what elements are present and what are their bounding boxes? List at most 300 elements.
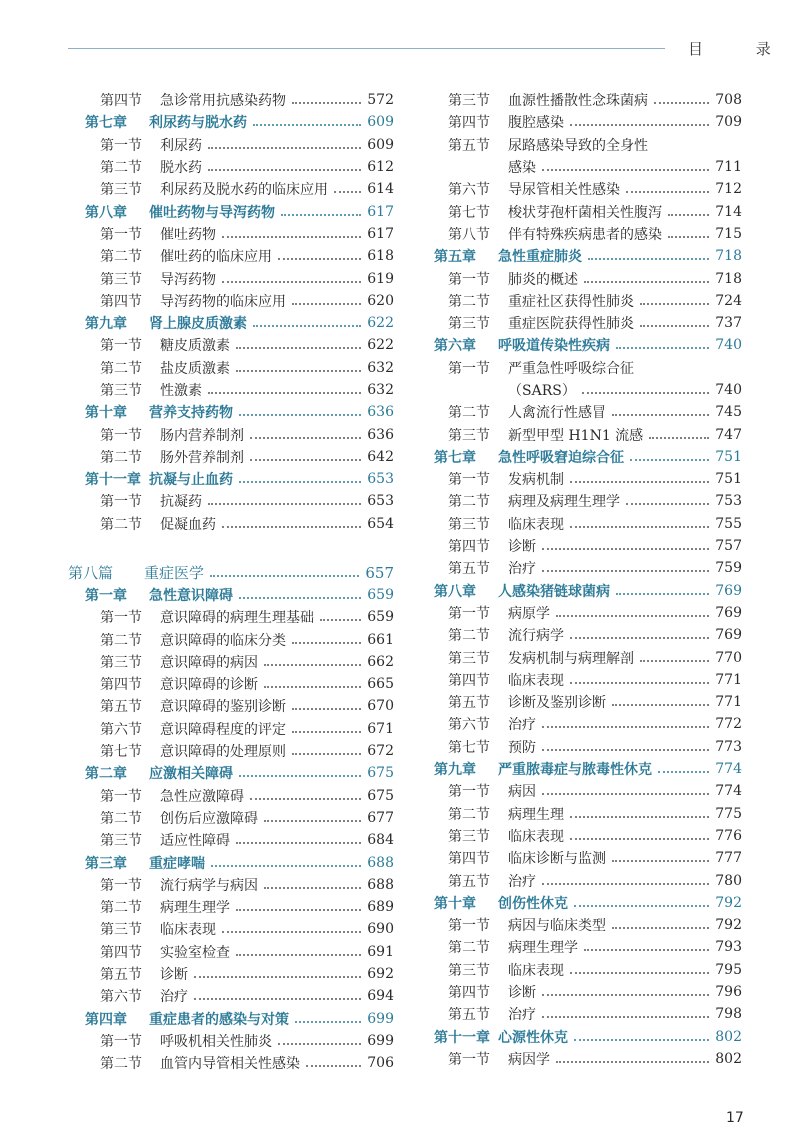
toc-entry-title: 诊断	[508, 985, 536, 1002]
toc-entry-sec[interactable]	[68, 1030, 394, 1052]
toc-entry-chap[interactable]	[432, 245, 742, 267]
toc-entry-page: 609	[367, 136, 394, 153]
toc-entry-chap[interactable]	[68, 1007, 394, 1029]
toc-entry-label: 第二节	[100, 449, 142, 466]
toc-entry-sec[interactable]	[68, 357, 394, 379]
toc-entry-label: 第三节	[448, 427, 490, 444]
dot-leader	[574, 1039, 709, 1041]
dot-leader	[570, 481, 709, 483]
toc-entry-chap[interactable]	[68, 762, 394, 784]
toc-entry-sec[interactable]	[432, 1048, 742, 1070]
toc-entry-page: 802	[715, 1050, 742, 1067]
toc-entry-title: 呼吸道传染性疾病	[498, 338, 610, 355]
toc-entry-label: 第三节	[100, 833, 142, 850]
toc-entry-page: 769	[715, 627, 742, 644]
toc-entry-sec[interactable]	[68, 1052, 394, 1074]
toc-entry-title: 意识障碍的鉴别诊断	[160, 699, 286, 716]
toc-entry-sec[interactable]	[432, 557, 742, 579]
dot-leader	[570, 972, 709, 974]
toc-entry-title: 临床诊断与监测	[508, 851, 606, 868]
toc-entry-page: 675	[367, 765, 394, 782]
toc-entry-label: 第二节	[448, 405, 490, 422]
toc-entry-label: 第一节	[100, 226, 142, 243]
toc-entry-page: 769	[715, 582, 742, 599]
toc-entry-label: 第二节	[100, 160, 142, 177]
dot-leader	[612, 414, 709, 416]
toc-entry-label: 第九章	[85, 316, 127, 333]
toc-entry-title: 意识障碍的处理原则	[160, 744, 286, 761]
toc-entry-sec[interactable]	[432, 134, 742, 156]
toc-entry-cont[interactable]	[432, 156, 742, 178]
dot-leader	[264, 820, 361, 822]
toc-entry-sec[interactable]	[68, 628, 394, 650]
toc-entry-page: 617	[367, 203, 394, 220]
toc-entry-title: 临床表现	[508, 672, 564, 689]
toc-entry-page: 609	[367, 114, 394, 131]
toc-entry-sec[interactable]	[432, 959, 742, 981]
toc-entry-label: 第七节	[100, 744, 142, 761]
dot-leader	[616, 347, 709, 349]
toc-entry-page: 672	[367, 743, 394, 760]
toc-entry-sec[interactable]	[68, 178, 394, 200]
toc-entry-sec[interactable]	[432, 490, 742, 512]
toc-entry-title: 重症哮喘	[149, 855, 205, 872]
toc-entry-page: 692	[367, 966, 394, 983]
dot-leader	[278, 258, 361, 260]
toc-entry-title: （SARS）	[508, 383, 576, 399]
toc-entry-sec[interactable]	[68, 223, 394, 245]
dot-leader	[250, 437, 361, 439]
toc-entry-sec[interactable]	[432, 713, 742, 735]
toc-entry-sec[interactable]	[432, 624, 742, 646]
dot-leader	[250, 798, 361, 800]
toc-entry-page: 662	[367, 653, 394, 670]
dot-leader	[292, 708, 361, 710]
toc-entry-page: 714	[715, 203, 742, 220]
toc-entry-page: 614	[367, 181, 394, 198]
toc-entry-label: 第二章	[85, 766, 127, 783]
toc-entry-sec[interactable]	[432, 803, 742, 825]
toc-entry-title: 病因	[508, 784, 536, 801]
toc-entry-chap[interactable]	[68, 851, 394, 873]
toc-entry-sec[interactable]	[68, 963, 394, 985]
dot-leader	[542, 169, 709, 171]
toc-entry-sec[interactable]	[432, 1003, 742, 1025]
toc-entry-title: 急诊常用抗感染药物	[160, 93, 286, 110]
dot-leader	[612, 927, 709, 929]
toc-entry-page: 622	[367, 337, 394, 354]
toc-entry-page: 665	[367, 676, 394, 693]
toc-entry-page: 740	[715, 337, 742, 354]
toc-entry-sec[interactable]	[68, 379, 394, 401]
dot-leader	[320, 619, 361, 621]
toc-entry-sec[interactable]	[68, 513, 394, 535]
dot-leader	[626, 503, 709, 505]
toc-entry-title: 伴有特殊疾病患者的感染	[508, 226, 662, 243]
toc-entry-label: 第一节	[448, 271, 490, 288]
toc-entry-label: 第四节	[448, 539, 490, 556]
toc-entry-sec[interactable]	[68, 334, 394, 356]
toc-entry-sec[interactable]	[68, 918, 394, 940]
toc-entry-title: 催吐药物与导泻药物	[149, 204, 275, 221]
page-number: 17	[726, 1110, 744, 1126]
toc-entry-title: 临床表现	[160, 922, 216, 939]
toc-entry-sec[interactable]	[68, 423, 394, 445]
toc-entry-page: 661	[367, 631, 394, 648]
dot-leader	[264, 686, 361, 688]
toc-entry-label: 第一节	[100, 1033, 142, 1050]
toc-entry-title: 创伤性休克	[498, 895, 568, 912]
toc-entry-label: 第五节	[100, 967, 142, 984]
toc-entry-label: 第三节	[100, 271, 142, 288]
toc-entry-title: 重症医院获得性肺炎	[508, 316, 634, 333]
toc-entry-page: 751	[715, 448, 742, 465]
toc-entry-label: 第一节	[100, 494, 142, 511]
toc-entry-chap[interactable]	[68, 200, 394, 222]
toc-entry-label: 第二节	[100, 249, 142, 266]
toc-entry-sec[interactable]	[432, 780, 742, 802]
toc-entry-label: 第二节	[448, 494, 490, 511]
toc-entry-title: 病原学	[508, 605, 550, 622]
dot-leader	[640, 660, 709, 662]
toc-entry-page: 774	[715, 761, 742, 778]
toc-entry-sec[interactable]	[68, 785, 394, 807]
dot-leader	[194, 998, 361, 1000]
toc-entry-sec[interactable]	[68, 807, 394, 829]
dot-leader	[208, 169, 361, 171]
toc-entry-sec[interactable]	[432, 267, 742, 289]
toc-entry-title: 抗凝与止血药	[149, 472, 233, 489]
toc-entry-page: 699	[367, 1032, 394, 1049]
toc-entry-title: 肺炎的概述	[508, 271, 578, 288]
toc-entry-sec[interactable]	[68, 874, 394, 896]
toc-entry-page: 755	[715, 515, 742, 532]
toc-entry-page: 773	[715, 738, 742, 755]
toc-entry-title: 诊断	[508, 539, 536, 556]
dot-leader	[654, 102, 709, 104]
toc-entry-label: 第九章	[434, 762, 476, 779]
toc-entry-title: 病理及病理生理学	[508, 494, 620, 511]
toc-entry-page: 659	[367, 586, 394, 603]
toc-entry-page: 718	[715, 270, 742, 287]
dot-leader	[211, 865, 361, 867]
toc-entry-sec[interactable]	[432, 89, 742, 111]
toc-entry-title: 导泻药物	[160, 271, 216, 288]
toc-entry-title: 性激素	[160, 383, 202, 399]
toc-entry-page: 619	[367, 270, 394, 287]
toc-entry-label: 第二节	[100, 810, 142, 827]
toc-entry-title: 导尿管相关性感染	[508, 182, 620, 199]
toc-entry-label: 第二节	[448, 628, 490, 645]
dot-leader	[222, 281, 361, 283]
toc-entry-chap[interactable]	[432, 580, 742, 602]
dot-leader	[239, 597, 361, 599]
toc-entry-label: 第三节	[100, 654, 142, 671]
toc-entry-page: 793	[715, 939, 742, 956]
toc-entry-title: 梭状芽孢杆菌相关性腹泻	[508, 204, 662, 221]
toc-entry-sec[interactable]	[432, 847, 742, 869]
toc-entry-title: 导泻药物的临床应用	[160, 293, 286, 310]
toc-entry-title: 预防	[508, 739, 536, 756]
toc-entry-page: 774	[715, 783, 742, 800]
toc-entry-sec[interactable]	[432, 290, 742, 312]
toc-entry-label: 第四节	[448, 672, 490, 689]
dot-leader	[281, 214, 361, 216]
dot-leader	[292, 753, 361, 755]
toc-entry-chap[interactable]	[68, 584, 394, 606]
toc-entry-chap[interactable]	[432, 334, 742, 356]
toc-entry-sec[interactable]	[68, 896, 394, 918]
toc-entry-title: 临床表现	[508, 516, 564, 533]
toc-entry-label: 第四节	[448, 985, 490, 1002]
toc-entry-sec[interactable]	[432, 468, 742, 490]
toc-entry-title: 血管内导管相关性感染	[160, 1056, 300, 1073]
dot-leader	[264, 887, 361, 889]
toc-entry-sec[interactable]	[432, 200, 742, 222]
toc-entry-label: 第三节	[448, 316, 490, 333]
toc-entry-sec[interactable]	[432, 669, 742, 691]
toc-entry-sec[interactable]	[68, 490, 394, 512]
toc-entry-label: 第一节	[448, 360, 490, 377]
dot-leader	[295, 1021, 361, 1023]
dot-leader	[292, 102, 361, 104]
toc-entry-sec[interactable]	[68, 695, 394, 717]
toc-entry-page: 759	[715, 560, 742, 577]
toc-entry-page: 757	[715, 538, 742, 555]
toc-entry-sec[interactable]	[432, 736, 742, 758]
toc-column-right	[432, 89, 742, 1070]
toc-entry-title: 意识障碍程度的评定	[160, 721, 286, 738]
toc-entry-sec[interactable]	[432, 535, 742, 557]
toc-entry-label: 第八篇	[68, 564, 114, 583]
toc-entry-title: 临床表现	[508, 962, 564, 979]
toc-entry-title: 病理生理	[508, 806, 564, 823]
dot-leader	[570, 682, 709, 684]
toc-entry-chap[interactable]	[68, 111, 394, 133]
toc-entry-sec[interactable]	[432, 691, 742, 713]
dot-leader	[584, 949, 709, 951]
toc-entry-label: 第六节	[100, 989, 142, 1006]
toc-entry-label: 第二节	[100, 632, 142, 649]
toc-entry-page: 747	[715, 426, 742, 443]
toc-entry-title: 意识障碍的诊断	[160, 677, 258, 694]
toc-entry-sec[interactable]	[68, 446, 394, 468]
toc-entry-sec[interactable]	[68, 267, 394, 289]
toc-entry-chap[interactable]	[432, 1025, 742, 1047]
toc-entry-label: 第五节	[448, 561, 490, 578]
dot-leader	[626, 191, 709, 193]
toc-entry-label: 第八节	[448, 226, 490, 243]
toc-entry-sec[interactable]	[432, 111, 742, 133]
toc-entry-sec[interactable]	[432, 513, 742, 535]
toc-entry-title: 适应性障碍	[160, 833, 230, 850]
toc-entry-title: 严重脓毒症与脓毒性休克	[498, 762, 652, 779]
toc-entry-title: 重症患者的感染与对策	[149, 1011, 289, 1028]
toc-entry-page: 620	[367, 292, 394, 309]
toc-entry-page: 740	[715, 382, 742, 398]
toc-entry-label: 第一节	[100, 137, 142, 154]
toc-entry-label: 第十一章	[85, 472, 141, 489]
toc-entry-sec[interactable]	[68, 134, 394, 156]
toc-entry-label: 第一节	[100, 427, 142, 444]
toc-entry-sec[interactable]	[432, 981, 742, 1003]
dot-leader	[210, 575, 359, 577]
toc-column-left	[68, 89, 394, 1074]
toc-entry-label: 第七节	[448, 204, 490, 221]
toc-entry-sec[interactable]	[68, 740, 394, 762]
dot-leader	[253, 124, 361, 126]
toc-entry-sec[interactable]	[68, 245, 394, 267]
toc-entry-chap[interactable]	[68, 468, 394, 490]
toc-entry-page: 675	[367, 787, 394, 804]
toc-entry-page: 776	[715, 827, 742, 844]
dot-leader	[640, 303, 709, 305]
toc-entry-title: 人感染猪链球菌病	[498, 583, 610, 600]
toc-entry-sec[interactable]	[432, 825, 742, 847]
toc-entry-title: 促凝血药	[160, 516, 216, 533]
dot-leader	[570, 838, 709, 840]
dot-leader	[239, 414, 361, 416]
toc-entry-title: 病理生理学	[160, 900, 230, 917]
dot-leader	[649, 437, 709, 439]
toc-entry-sec[interactable]	[68, 89, 394, 111]
toc-entry-title: 盐皮质激素	[160, 360, 230, 377]
toc-entry-sec[interactable]	[432, 401, 742, 423]
toc-entry-page: 769	[715, 604, 742, 621]
dot-leader	[668, 214, 709, 216]
toc-entry-cont[interactable]	[432, 379, 742, 401]
toc-entry-page: 772	[715, 716, 742, 733]
toc-entry-chap[interactable]	[432, 446, 742, 468]
toc-entry-sec[interactable]	[68, 673, 394, 695]
dot-leader	[668, 236, 709, 238]
toc-entry-title: 发病机制与病理解剖	[508, 650, 634, 667]
toc-entry-title: 脱水药	[160, 160, 202, 177]
toc-entry-sec[interactable]	[432, 936, 742, 958]
toc-entry-chap[interactable]	[68, 312, 394, 334]
toc-entry-page: 751	[715, 471, 742, 488]
dot-leader	[208, 503, 361, 505]
toc-entry-sec[interactable]	[432, 602, 742, 624]
toc-entry-sec[interactable]	[432, 223, 742, 245]
toc-entry-label: 第五节	[100, 699, 142, 716]
toc-entry-page: 657	[365, 563, 394, 582]
toc-entry-title: 新型甲型 H1N1 流感	[508, 427, 644, 444]
toc-entry-label: 第五节	[448, 873, 490, 890]
toc-entry-label: 第五节	[448, 695, 490, 712]
toc-entry-label: 第四节	[100, 93, 142, 110]
toc-entry-sec[interactable]	[432, 357, 742, 379]
toc-entry-page: 771	[715, 671, 742, 688]
toc-entry-page: 642	[367, 448, 394, 465]
toc-entry-label: 第六节	[448, 182, 490, 199]
toc-entry-page: 694	[367, 988, 394, 1005]
toc-entry-sec[interactable]	[432, 423, 742, 445]
toc-entry-part[interactable]	[68, 562, 394, 584]
dot-leader	[236, 909, 361, 911]
dot-leader	[630, 459, 709, 461]
dot-leader	[612, 704, 709, 706]
toc-entry-sec[interactable]	[432, 869, 742, 891]
toc-entry-page: 636	[367, 404, 394, 421]
toc-entry-page: 632	[367, 359, 394, 376]
dot-leader	[292, 303, 361, 305]
toc-entry-label: 第五章	[434, 249, 476, 266]
toc-entry-label: 第十一章	[434, 1029, 490, 1046]
toc-entry-chap[interactable]	[432, 758, 742, 780]
toc-entry-sec[interactable]	[68, 718, 394, 740]
toc-entry-title: 实验室检查	[160, 944, 230, 961]
toc-entry-title: 病理生理学	[508, 940, 578, 957]
toc-entry-sec[interactable]	[68, 156, 394, 178]
toc-entry-page: 699	[367, 1010, 394, 1027]
toc-entry-label: 第四节	[100, 293, 142, 310]
toc-entry-page: 677	[367, 809, 394, 826]
toc-entry-title: 营养支持药物	[149, 405, 233, 422]
toc-entry-label: 第一章	[85, 587, 127, 604]
toc-entry-sec[interactable]	[68, 606, 394, 628]
toc-entry-label: 第七节	[448, 739, 490, 756]
toc-entry-page: 709	[715, 114, 742, 131]
toc-entry-title: 利尿药与脱水药	[149, 115, 247, 132]
toc-entry-sec[interactable]	[68, 941, 394, 963]
toc-entry-label: 第一节	[100, 610, 142, 627]
toc-entry-label: 第一节	[448, 784, 490, 801]
toc-entry-page: 618	[367, 248, 394, 265]
dot-leader	[556, 1061, 709, 1063]
toc-entry-title: 重症医学	[144, 564, 205, 583]
toc-entry-chap[interactable]	[432, 892, 742, 914]
toc-entry-label: 第一节	[100, 338, 142, 355]
toc-entry-sec[interactable]	[68, 290, 394, 312]
toc-entry-sec[interactable]	[68, 651, 394, 673]
toc-entry-label: 第三节	[448, 93, 490, 110]
toc-entry-page: 745	[715, 404, 742, 421]
toc-entry-title: 利尿药及脱水药的临床应用	[160, 182, 328, 199]
toc-entry-page: 724	[715, 292, 742, 309]
toc-entry-chap[interactable]	[68, 401, 394, 423]
toc-entry-sec[interactable]	[432, 646, 742, 668]
toc-entry-label: 第三节	[448, 962, 490, 979]
toc-entry-title: 抗凝药	[160, 494, 202, 511]
toc-entry-sec[interactable]	[68, 985, 394, 1007]
toc-entry-page: 671	[367, 720, 394, 737]
toc-entry-label: 第四章	[85, 1011, 127, 1028]
dot-leader	[658, 771, 709, 773]
toc-entry-label: 第二节	[448, 940, 490, 957]
toc-entry-page: 753	[715, 493, 742, 510]
toc-entry-title: 急性呼吸窘迫综合征	[498, 449, 624, 466]
toc-entry-label: 第三章	[85, 855, 127, 872]
toc-entry-title: 急性意识障碍	[149, 587, 233, 604]
toc-entry-label: 第一节	[100, 788, 142, 805]
toc-entry-label: 第八章	[434, 583, 476, 600]
toc-entry-title: 意识障碍的病因	[160, 654, 258, 671]
toc-entry-page: 653	[367, 471, 394, 488]
dot-leader	[236, 347, 361, 349]
dot-leader	[570, 816, 709, 818]
toc-entry-label: 第五节	[448, 137, 490, 154]
toc-entry-sec[interactable]	[432, 914, 742, 936]
toc-entry-page: 798	[715, 1006, 742, 1023]
toc-entry-sec[interactable]	[432, 178, 742, 200]
toc-entry-label: 第七章	[434, 449, 476, 466]
toc-entry-sec[interactable]	[432, 312, 742, 334]
toc-entry-title: 重症社区获得性肺炎	[508, 293, 634, 310]
toc-entry-sec[interactable]	[68, 829, 394, 851]
dot-leader	[250, 459, 361, 461]
dot-leader	[264, 664, 361, 666]
